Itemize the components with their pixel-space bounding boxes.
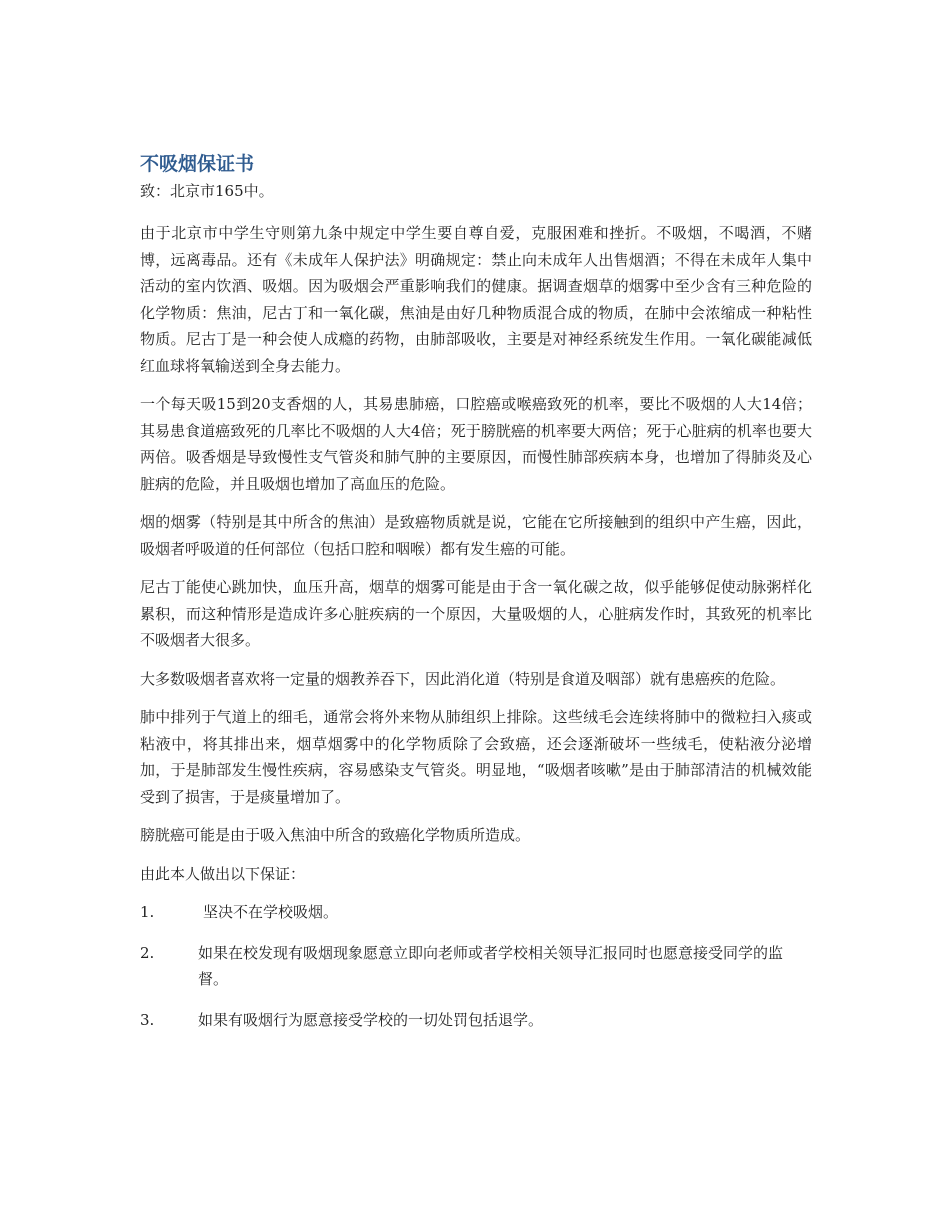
pledge-number: 3. — [140, 1010, 155, 1029]
document-page — [140, 150, 812, 1047]
pledge-number: 1. — [140, 903, 155, 921]
paragraph-nicotine-heart: 尼古丁能使心跳加快，血压升高，烟草的烟雾可能是由于含一氧化碳之故，似乎能够促使动脉粥样化累积，而这种情形是造成许多心脏疾病的一个原因，大量吸烟的人，心脏病发作时，其致死的机率比不吸烟者大很多。 — [140, 578, 812, 649]
pledge-item-1 — [140, 899, 812, 926]
pledge-item-3 — [140, 1007, 812, 1034]
paragraph-bladder-cancer: 膀胱癌可能是由于吸入焦油中所含的致癌化学物质所造成。 — [140, 826, 531, 844]
paragraph-digestive-tract: 大多数吸烟者喜欢将一定量的烟教养吞下，因此消化道（特别是食道及咽部）就有患癌疾的危险。 — [140, 669, 786, 688]
paragraph-tar-carcinogen: 烟的烟雾（特别是其中所含的焦油）是致癌物质就是说，它能在它所接触到的组织中产生癌，因此，吸烟者呼吸道的任何部位（包括口腔和咽喉）都有发生癌的可能。 — [140, 513, 812, 558]
paragraph-lung-cilia: 肺中排列于气道上的细毛，通常会将外来物从肺组织上排除。这些绒毛会连续将肺中的微粒扫入痰或粘液中，将其排出来，烟草烟雾中的化学物质除了会致癌，还会逐渐破坏一些绒毛，使粘液分泌增加，于是肺部发生慢性疾病，容易感染支气管炎。明显地，“吸烟者咳嗽”是由于肺部清洁的机械效能受到了损害，于是痰量增加了。 — [140, 708, 812, 806]
pledge-item-2 — [140, 940, 812, 993]
pledge-number: 2. — [140, 943, 155, 962]
paragraph-cancer-risk: 一个每天吸15到20支香烟的人，其易患肺癌，口腔癌或喉癌致死的机率，要比不吸烟的人大14倍；其易患食道癌致死的几率比不吸烟的人大4倍；死于膀胱癌的机率要大两倍；死于心脏病的机率也要大两倍。吸香烟是导致慢性支气管炎和肺气肿的主要原因，而慢性肺部疾病本身，也增加了得肺炎及心脏病的危险，并且吸烟也增加了高血压的危险。 — [140, 395, 812, 493]
document-title: 不吸烟保证书 — [140, 153, 255, 175]
pledge-text: 坚决不在学校吸烟。 — [203, 903, 339, 921]
paragraph-pledge-intro: 由此本人做出以下保证： — [140, 864, 306, 883]
paragraph-regulations: 由于北京市中学生守则第九条中规定中学生要自尊自爱，克服困难和挫折。不吸烟，不喝酒，不赌博，远离毒品。还有《未成年人保护法》明确规定：禁止向未成年人出售烟酒；不得在未成年人集中活动的室内饮酒、吸烟。因为吸烟会严重影响我们的健康。据调查烟草的烟雾中至少含有三种危险的化学物质：焦油，尼古丁和一氧化碳，焦油是由好几种物质混合成的物质，在肺中会浓缩成一种粘性物质。尼古丁是一种会使人成瘾的药物，由肺部吸收，主要是对神经系统发生作用。一氧化碳能减低红血球将氧输送到全身去能力。 — [140, 224, 812, 375]
pledge-text: 如果在校发现有吸烟现象愿意立即向老师或者学校相关领导汇报同时也愿意接受同学的监督。 — [198, 943, 784, 988]
pledge-text: 如果有吸烟行为愿意接受学校的一切处罚包括退学。 — [198, 1010, 544, 1029]
salutation: 致：北京市165中。 — [140, 182, 274, 200]
